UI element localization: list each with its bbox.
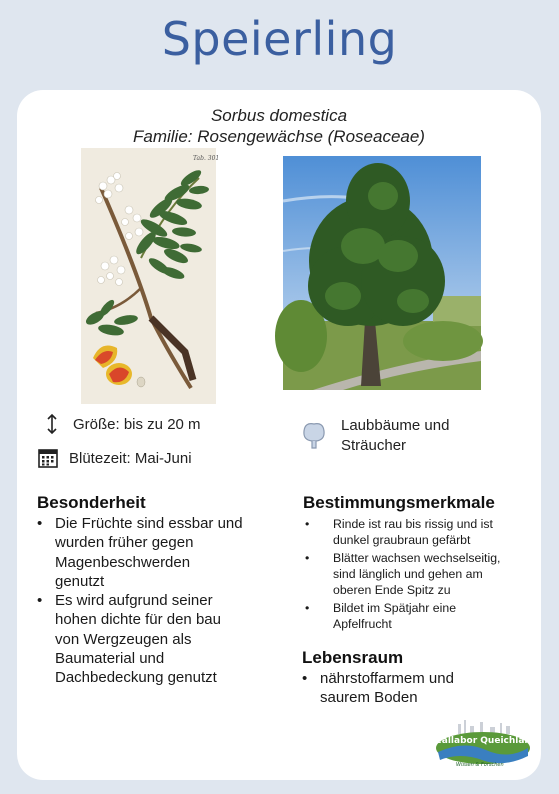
lebensraum-list [302, 669, 532, 708]
page-title: Speierling [161, 12, 398, 66]
list-item: • Rinde ist rau bis rissig und ist dunkel graubraun gefärbt [305, 517, 493, 547]
lebensraum-heading: Lebensraum [302, 648, 404, 667]
habit-fact [301, 414, 449, 456]
size-text: Größe: bis zu 20 m [73, 415, 201, 433]
habit-text [341, 416, 449, 456]
calendar-icon [37, 447, 59, 469]
list-item: • Die Früchte sind essbar und wurden früher gegen Magenbeschwerden genutzt [37, 515, 243, 590]
logo-text: Reallabor Queichland [428, 736, 538, 746]
bestimmungsmerkmale-list [303, 516, 535, 634]
size-fact [41, 413, 201, 435]
family-name: Familie: Rosengewächse (Roseaceae) [133, 127, 425, 146]
deciduous-tree-icon [301, 414, 327, 450]
tree-photo-drawing [283, 156, 481, 390]
height-arrows-icon [41, 413, 63, 435]
plate-label: Tab. 301 [193, 155, 220, 162]
illustration-drawing [81, 148, 220, 404]
scientific-name: Sorbus domestica [210, 106, 348, 125]
bestimmungsmerkmale-heading: Bestimmungsmerkmale [303, 493, 495, 512]
tree-photo [283, 156, 481, 390]
reallabor-queichland-logo [428, 718, 538, 770]
list-item: • Bildet im Spätjahr eine Apfelfrucht [305, 601, 457, 631]
bloom-fact [37, 447, 192, 469]
list-item: • Blätter wachsen wechselseitig, sind länglich und gehen am oberen Ende Spitz zu [305, 551, 501, 597]
list-item: • Es wird aufgrund seiner hohen dichte für den bau von Wergzeugen als Baumaterial und Dachbedeckung genutzt [37, 592, 221, 687]
habit-line-1: Laubbäume und [341, 417, 450, 434]
list-item: • nährstoffarmem und saurem Boden [302, 670, 454, 707]
botanical-illustration [81, 148, 220, 404]
logo-subtext: Wissen & Forschen [456, 762, 504, 768]
species-card [17, 90, 541, 780]
besonderheit-heading: Besonderheit [37, 493, 146, 512]
habit-line-2: Sträucher [341, 437, 407, 454]
besonderheit-list [37, 514, 277, 688]
bloom-text: Blütezeit: Mai-Juni [69, 449, 192, 467]
